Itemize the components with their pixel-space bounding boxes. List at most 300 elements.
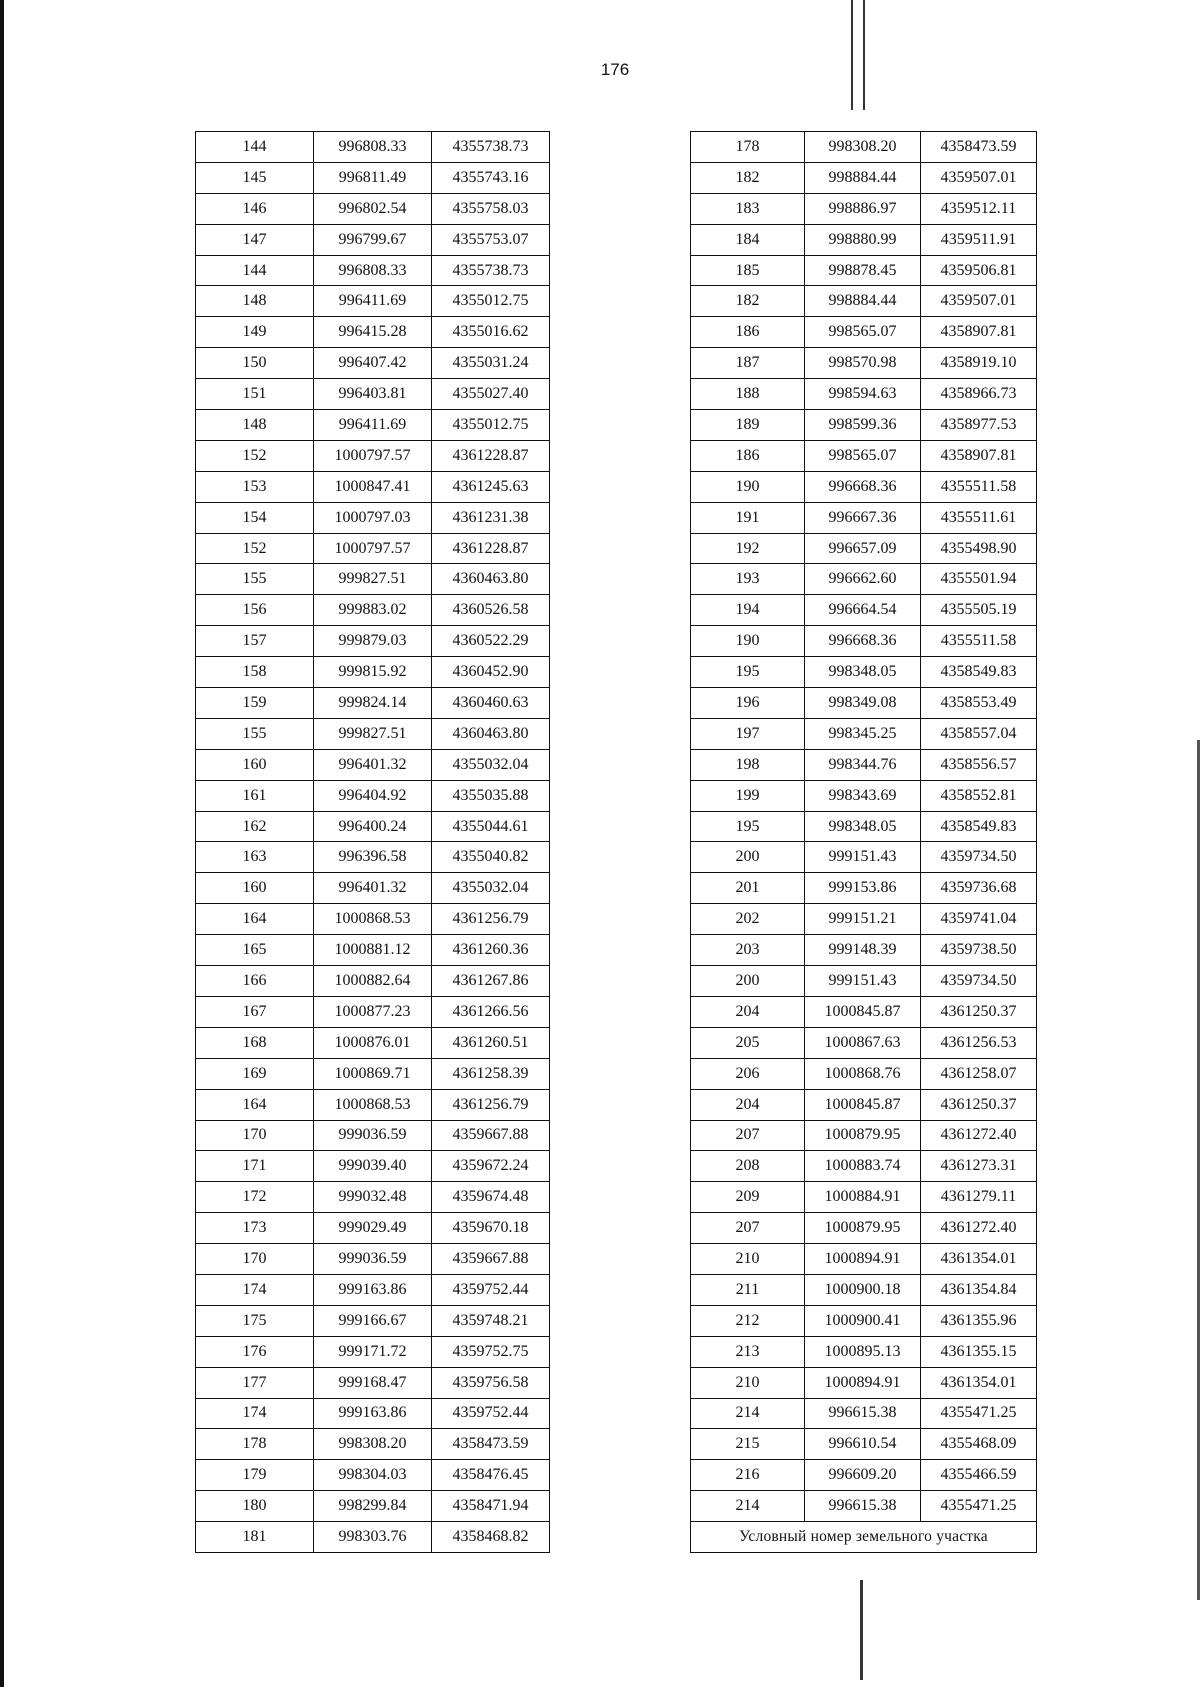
point-number-cell: 181 — [196, 1522, 314, 1553]
x-coordinate-cell: 999166.67 — [314, 1305, 432, 1336]
table-row — [691, 348, 1037, 379]
y-coordinate-cell: 4355040.82 — [432, 842, 550, 873]
table-row — [196, 626, 550, 657]
x-coordinate-cell: 1000877.23 — [314, 996, 432, 1027]
y-coordinate-cell: 4358907.81 — [921, 440, 1037, 471]
point-number-cell: 205 — [691, 1027, 805, 1058]
y-coordinate-cell: 4355738.73 — [432, 255, 550, 286]
table-row — [196, 502, 550, 533]
point-number-cell: 155 — [196, 718, 314, 749]
table-row — [691, 286, 1037, 317]
table-row — [196, 1491, 550, 1522]
table-row — [691, 996, 1037, 1027]
x-coordinate-cell: 996407.42 — [314, 348, 432, 379]
point-number-cell: 201 — [691, 873, 805, 904]
table-row — [691, 224, 1037, 255]
y-coordinate-cell: 4361256.79 — [432, 904, 550, 935]
point-number-cell: 180 — [196, 1491, 314, 1522]
x-coordinate-cell: 1000868.76 — [805, 1058, 921, 1089]
table-row — [196, 132, 550, 163]
y-coordinate-cell: 4355027.40 — [432, 379, 550, 410]
y-coordinate-cell: 4361258.39 — [432, 1058, 550, 1089]
x-coordinate-cell: 996609.20 — [805, 1460, 921, 1491]
x-coordinate-cell: 1000868.53 — [314, 1089, 432, 1120]
x-coordinate-cell: 998308.20 — [805, 132, 921, 163]
y-coordinate-cell: 4358471.94 — [432, 1491, 550, 1522]
point-number-cell: 195 — [691, 657, 805, 688]
point-number-cell: 187 — [691, 348, 805, 379]
table-row — [196, 1429, 550, 1460]
y-coordinate-cell: 4361245.63 — [432, 471, 550, 502]
y-coordinate-cell: 4355743.16 — [432, 162, 550, 193]
y-coordinate-cell: 4358557.04 — [921, 718, 1037, 749]
table-row — [196, 533, 550, 564]
x-coordinate-cell: 999168.47 — [314, 1367, 432, 1398]
point-number-cell: 200 — [691, 842, 805, 873]
y-coordinate-cell: 4359674.48 — [432, 1182, 550, 1213]
point-number-cell: 182 — [691, 286, 805, 317]
x-coordinate-cell: 998884.44 — [805, 286, 921, 317]
table-row — [691, 595, 1037, 626]
table-row — [196, 1244, 550, 1275]
point-number-cell: 157 — [196, 626, 314, 657]
x-coordinate-cell: 998343.69 — [805, 780, 921, 811]
x-coordinate-cell: 1000797.03 — [314, 502, 432, 533]
point-number-cell: 149 — [196, 317, 314, 348]
table-row — [691, 1151, 1037, 1182]
table-row — [196, 1336, 550, 1367]
x-coordinate-cell: 999827.51 — [314, 718, 432, 749]
y-coordinate-cell: 4361258.07 — [921, 1058, 1037, 1089]
y-coordinate-cell: 4355466.59 — [921, 1460, 1037, 1491]
x-coordinate-cell: 996615.38 — [805, 1398, 921, 1429]
table-row — [196, 1058, 550, 1089]
table-row — [196, 1182, 550, 1213]
x-coordinate-cell: 1000882.64 — [314, 966, 432, 997]
point-number-cell: 210 — [691, 1244, 805, 1275]
table-row — [691, 255, 1037, 286]
point-number-cell: 151 — [196, 379, 314, 410]
y-coordinate-cell: 4361354.01 — [921, 1367, 1037, 1398]
y-coordinate-cell: 4355738.73 — [432, 132, 550, 163]
x-coordinate-cell: 1000894.91 — [805, 1367, 921, 1398]
table-row — [196, 1151, 550, 1182]
table-row — [196, 1213, 550, 1244]
point-number-cell: 206 — [691, 1058, 805, 1089]
point-number-cell: 165 — [196, 935, 314, 966]
y-coordinate-cell: 4355016.62 — [432, 317, 550, 348]
point-number-cell: 160 — [196, 749, 314, 780]
table-row — [196, 564, 550, 595]
y-coordinate-cell: 4361354.01 — [921, 1244, 1037, 1275]
y-coordinate-cell: 4361260.51 — [432, 1027, 550, 1058]
point-number-cell: 195 — [691, 811, 805, 842]
x-coordinate-cell: 999171.72 — [314, 1336, 432, 1367]
x-coordinate-cell: 999151.43 — [805, 842, 921, 873]
y-coordinate-cell: 4361228.87 — [432, 533, 550, 564]
x-coordinate-cell: 998599.36 — [805, 410, 921, 441]
table-row — [691, 1429, 1037, 1460]
point-number-cell: 152 — [196, 440, 314, 471]
point-number-cell: 161 — [196, 780, 314, 811]
table-row — [196, 440, 550, 471]
point-number-cell: 155 — [196, 564, 314, 595]
table-row — [196, 1027, 550, 1058]
x-coordinate-cell: 996799.67 — [314, 224, 432, 255]
table-row — [691, 1120, 1037, 1151]
x-coordinate-cell: 1000876.01 — [314, 1027, 432, 1058]
x-coordinate-cell: 1000894.91 — [805, 1244, 921, 1275]
y-coordinate-cell: 4355471.25 — [921, 1491, 1037, 1522]
x-coordinate-cell: 996667.36 — [805, 502, 921, 533]
page-number: 176 — [600, 60, 630, 79]
point-number-cell: 202 — [691, 904, 805, 935]
y-coordinate-cell: 4355471.25 — [921, 1398, 1037, 1429]
table-row — [196, 1120, 550, 1151]
table-row — [196, 966, 550, 997]
y-coordinate-cell: 4359756.58 — [432, 1367, 550, 1398]
y-coordinate-cell: 4361355.15 — [921, 1336, 1037, 1367]
table-row — [691, 193, 1037, 224]
y-coordinate-cell: 4355012.75 — [432, 410, 550, 441]
table-row — [691, 502, 1037, 533]
table-row — [691, 1367, 1037, 1398]
point-number-cell: 215 — [691, 1429, 805, 1460]
x-coordinate-cell: 996615.38 — [805, 1491, 921, 1522]
table-row — [691, 1213, 1037, 1244]
point-number-cell: 183 — [691, 193, 805, 224]
table-row — [691, 811, 1037, 842]
x-coordinate-cell: 999815.92 — [314, 657, 432, 688]
table-row — [196, 1460, 550, 1491]
table-row — [196, 904, 550, 935]
y-coordinate-cell: 4361273.31 — [921, 1151, 1037, 1182]
y-coordinate-cell: 4355501.94 — [921, 564, 1037, 595]
y-coordinate-cell: 4355511.61 — [921, 502, 1037, 533]
point-number-cell: 203 — [691, 935, 805, 966]
y-coordinate-cell: 4355511.58 — [921, 626, 1037, 657]
y-coordinate-cell: 4358468.82 — [432, 1522, 550, 1553]
y-coordinate-cell: 4361355.96 — [921, 1305, 1037, 1336]
point-number-cell: 150 — [196, 348, 314, 379]
table-row — [691, 873, 1037, 904]
x-coordinate-cell: 998594.63 — [805, 379, 921, 410]
table-row — [691, 842, 1037, 873]
x-coordinate-cell: 998348.05 — [805, 811, 921, 842]
x-coordinate-cell: 999827.51 — [314, 564, 432, 595]
x-coordinate-cell: 996396.58 — [314, 842, 432, 873]
y-coordinate-cell: 4360460.63 — [432, 688, 550, 719]
y-coordinate-cell: 4361272.40 — [921, 1120, 1037, 1151]
point-number-cell: 164 — [196, 904, 314, 935]
y-coordinate-cell: 4358919.10 — [921, 348, 1037, 379]
point-number-cell: 216 — [691, 1460, 805, 1491]
x-coordinate-cell: 996664.54 — [805, 595, 921, 626]
x-coordinate-cell: 999039.40 — [314, 1151, 432, 1182]
y-coordinate-cell: 4358553.49 — [921, 688, 1037, 719]
point-number-cell: 208 — [691, 1151, 805, 1182]
y-coordinate-cell: 4358476.45 — [432, 1460, 550, 1491]
point-number-cell: 177 — [196, 1367, 314, 1398]
table-row — [691, 471, 1037, 502]
point-number-cell: 186 — [691, 440, 805, 471]
table-row — [196, 286, 550, 317]
point-number-cell: 207 — [691, 1120, 805, 1151]
table-row — [196, 1274, 550, 1305]
table-row — [691, 657, 1037, 688]
y-coordinate-cell: 4360452.90 — [432, 657, 550, 688]
point-number-cell: 164 — [196, 1089, 314, 1120]
y-coordinate-cell: 4359511.91 — [921, 224, 1037, 255]
table-row — [196, 224, 550, 255]
x-coordinate-cell: 999824.14 — [314, 688, 432, 719]
y-coordinate-cell: 4359506.81 — [921, 255, 1037, 286]
y-coordinate-cell: 4359734.50 — [921, 842, 1037, 873]
table-row — [196, 471, 550, 502]
x-coordinate-cell: 996657.09 — [805, 533, 921, 564]
x-coordinate-cell: 996411.69 — [314, 286, 432, 317]
table-row — [196, 996, 550, 1027]
y-coordinate-cell: 4355035.88 — [432, 780, 550, 811]
x-coordinate-cell: 998884.44 — [805, 162, 921, 193]
table-row — [196, 935, 550, 966]
table-row — [691, 1305, 1037, 1336]
point-number-cell: 190 — [691, 471, 805, 502]
point-number-cell: 171 — [196, 1151, 314, 1182]
point-number-cell: 188 — [691, 379, 805, 410]
table-row — [691, 935, 1037, 966]
y-coordinate-cell: 4361256.53 — [921, 1027, 1037, 1058]
point-number-cell: 144 — [196, 132, 314, 163]
table-row — [691, 1491, 1037, 1522]
y-coordinate-cell: 4361279.11 — [921, 1182, 1037, 1213]
table-row — [691, 162, 1037, 193]
point-number-cell: 207 — [691, 1213, 805, 1244]
point-number-cell: 175 — [196, 1305, 314, 1336]
x-coordinate-cell: 996401.32 — [314, 873, 432, 904]
y-coordinate-cell: 4361354.84 — [921, 1274, 1037, 1305]
x-coordinate-cell: 998570.98 — [805, 348, 921, 379]
table-row — [196, 595, 550, 626]
y-coordinate-cell: 4359667.88 — [432, 1244, 550, 1275]
x-coordinate-cell: 996610.54 — [805, 1429, 921, 1460]
point-number-cell: 160 — [196, 873, 314, 904]
y-coordinate-cell: 4361250.37 — [921, 1089, 1037, 1120]
table-row — [691, 1058, 1037, 1089]
x-coordinate-cell: 1000867.63 — [805, 1027, 921, 1058]
table-row — [691, 1398, 1037, 1429]
x-coordinate-cell: 1000884.91 — [805, 1182, 921, 1213]
table-row — [691, 749, 1037, 780]
point-number-cell: 169 — [196, 1058, 314, 1089]
table-row — [691, 317, 1037, 348]
table-row — [196, 842, 550, 873]
point-number-cell: 214 — [691, 1398, 805, 1429]
point-number-cell: 214 — [691, 1491, 805, 1522]
y-coordinate-cell: 4358549.83 — [921, 811, 1037, 842]
table-row — [196, 410, 550, 441]
point-number-cell: 189 — [691, 410, 805, 441]
y-coordinate-cell: 4355044.61 — [432, 811, 550, 842]
point-number-cell: 212 — [691, 1305, 805, 1336]
y-coordinate-cell: 4359738.50 — [921, 935, 1037, 966]
table-row — [691, 1274, 1037, 1305]
y-coordinate-cell: 4359670.18 — [432, 1213, 550, 1244]
point-number-cell: 192 — [691, 533, 805, 564]
x-coordinate-cell: 996403.81 — [314, 379, 432, 410]
x-coordinate-cell: 1000797.57 — [314, 440, 432, 471]
point-number-cell: 167 — [196, 996, 314, 1027]
x-coordinate-cell: 998565.07 — [805, 317, 921, 348]
point-number-cell: 147 — [196, 224, 314, 255]
point-number-cell: 191 — [691, 502, 805, 533]
x-coordinate-cell: 998345.25 — [805, 718, 921, 749]
table-row — [691, 718, 1037, 749]
table-row — [196, 1522, 550, 1553]
y-coordinate-cell: 4355032.04 — [432, 873, 550, 904]
point-number-cell: 210 — [691, 1367, 805, 1398]
y-coordinate-cell: 4359748.21 — [432, 1305, 550, 1336]
point-number-cell: 168 — [196, 1027, 314, 1058]
table-row — [196, 688, 550, 719]
y-coordinate-cell: 4359672.24 — [432, 1151, 550, 1182]
y-coordinate-cell: 4361228.87 — [432, 440, 550, 471]
y-coordinate-cell: 4355468.09 — [921, 1429, 1037, 1460]
x-coordinate-cell: 999163.86 — [314, 1274, 432, 1305]
y-coordinate-cell: 4358473.59 — [921, 132, 1037, 163]
point-number-cell: 174 — [196, 1398, 314, 1429]
y-coordinate-cell: 4359752.44 — [432, 1398, 550, 1429]
x-coordinate-cell: 998299.84 — [314, 1491, 432, 1522]
table-row — [691, 1182, 1037, 1213]
point-number-cell: 204 — [691, 1089, 805, 1120]
y-coordinate-cell: 4360463.80 — [432, 564, 550, 595]
x-coordinate-cell: 999151.21 — [805, 904, 921, 935]
y-coordinate-cell: 4361231.38 — [432, 502, 550, 533]
x-coordinate-cell: 1000868.53 — [314, 904, 432, 935]
y-coordinate-cell: 4355505.19 — [921, 595, 1037, 626]
table-row — [691, 1089, 1037, 1120]
table-row — [196, 811, 550, 842]
x-coordinate-cell: 996415.28 — [314, 317, 432, 348]
x-coordinate-cell: 1000883.74 — [805, 1151, 921, 1182]
point-number-cell: 185 — [691, 255, 805, 286]
y-coordinate-cell: 4358473.59 — [432, 1429, 550, 1460]
y-coordinate-cell: 4360526.58 — [432, 595, 550, 626]
table-row — [196, 193, 550, 224]
point-number-cell: 170 — [196, 1244, 314, 1275]
point-number-cell: 153 — [196, 471, 314, 502]
y-coordinate-cell: 4359734.50 — [921, 966, 1037, 997]
x-coordinate-cell: 998886.97 — [805, 193, 921, 224]
x-coordinate-cell: 996404.92 — [314, 780, 432, 811]
y-coordinate-cell: 4358549.83 — [921, 657, 1037, 688]
point-number-cell: 166 — [196, 966, 314, 997]
x-coordinate-cell: 998349.08 — [805, 688, 921, 719]
point-number-cell: 156 — [196, 595, 314, 626]
y-coordinate-cell: 4358907.81 — [921, 317, 1037, 348]
binding-mark-bottom — [860, 1580, 863, 1680]
x-coordinate-cell: 1000900.18 — [805, 1274, 921, 1305]
y-coordinate-cell: 4355031.24 — [432, 348, 550, 379]
point-number-cell: 154 — [196, 502, 314, 533]
y-coordinate-cell: 4360463.80 — [432, 718, 550, 749]
x-coordinate-cell: 996400.24 — [314, 811, 432, 842]
table-row — [691, 966, 1037, 997]
table-row — [196, 718, 550, 749]
point-number-cell: 196 — [691, 688, 805, 719]
y-coordinate-cell: 4355758.03 — [432, 193, 550, 224]
table-row — [196, 317, 550, 348]
x-coordinate-cell: 999148.39 — [805, 935, 921, 966]
table-row — [196, 780, 550, 811]
table-row — [691, 410, 1037, 441]
y-coordinate-cell: 4355498.90 — [921, 533, 1037, 564]
table-row — [196, 1367, 550, 1398]
y-coordinate-cell: 4361260.36 — [432, 935, 550, 966]
point-number-cell: 174 — [196, 1274, 314, 1305]
point-number-cell: 199 — [691, 780, 805, 811]
x-coordinate-cell: 999883.02 — [314, 595, 432, 626]
point-number-cell: 146 — [196, 193, 314, 224]
table-row — [196, 873, 550, 904]
point-number-cell: 184 — [691, 224, 805, 255]
table-row — [691, 1460, 1037, 1491]
point-number-cell: 178 — [691, 132, 805, 163]
table-row — [196, 1398, 550, 1429]
table-row — [691, 1027, 1037, 1058]
table-row — [196, 749, 550, 780]
x-coordinate-cell: 1000845.87 — [805, 1089, 921, 1120]
x-coordinate-cell: 996662.60 — [805, 564, 921, 595]
point-number-cell: 186 — [691, 317, 805, 348]
y-coordinate-cell: 4361272.40 — [921, 1213, 1037, 1244]
y-coordinate-cell: 4361266.56 — [432, 996, 550, 1027]
table-footer-row — [691, 1522, 1037, 1553]
x-coordinate-cell: 998348.05 — [805, 657, 921, 688]
point-number-cell: 162 — [196, 811, 314, 842]
point-number-cell: 176 — [196, 1336, 314, 1367]
x-coordinate-cell: 1000895.13 — [805, 1336, 921, 1367]
y-coordinate-cell: 4359507.01 — [921, 162, 1037, 193]
table-row — [691, 1244, 1037, 1275]
x-coordinate-cell: 1000879.95 — [805, 1120, 921, 1151]
table-row — [691, 533, 1037, 564]
table-row — [691, 379, 1037, 410]
x-coordinate-cell: 1000881.12 — [314, 935, 432, 966]
binding-mark-top — [851, 0, 865, 110]
point-number-cell: 211 — [691, 1274, 805, 1305]
x-coordinate-cell: 999879.03 — [314, 626, 432, 657]
table-row — [691, 688, 1037, 719]
y-coordinate-cell: 4358966.73 — [921, 379, 1037, 410]
point-number-cell: 144 — [196, 255, 314, 286]
x-coordinate-cell: 998565.07 — [805, 440, 921, 471]
x-coordinate-cell: 996802.54 — [314, 193, 432, 224]
y-coordinate-cell: 4359512.11 — [921, 193, 1037, 224]
table-row — [691, 626, 1037, 657]
x-coordinate-cell: 999032.48 — [314, 1182, 432, 1213]
x-coordinate-cell: 996808.33 — [314, 132, 432, 163]
table-row — [691, 780, 1037, 811]
y-coordinate-cell: 4355511.58 — [921, 471, 1037, 502]
point-number-cell: 170 — [196, 1120, 314, 1151]
x-coordinate-cell: 996401.32 — [314, 749, 432, 780]
table-row — [196, 1089, 550, 1120]
y-coordinate-cell: 4359752.75 — [432, 1336, 550, 1367]
x-coordinate-cell: 999151.43 — [805, 966, 921, 997]
x-coordinate-cell: 1000845.87 — [805, 996, 921, 1027]
